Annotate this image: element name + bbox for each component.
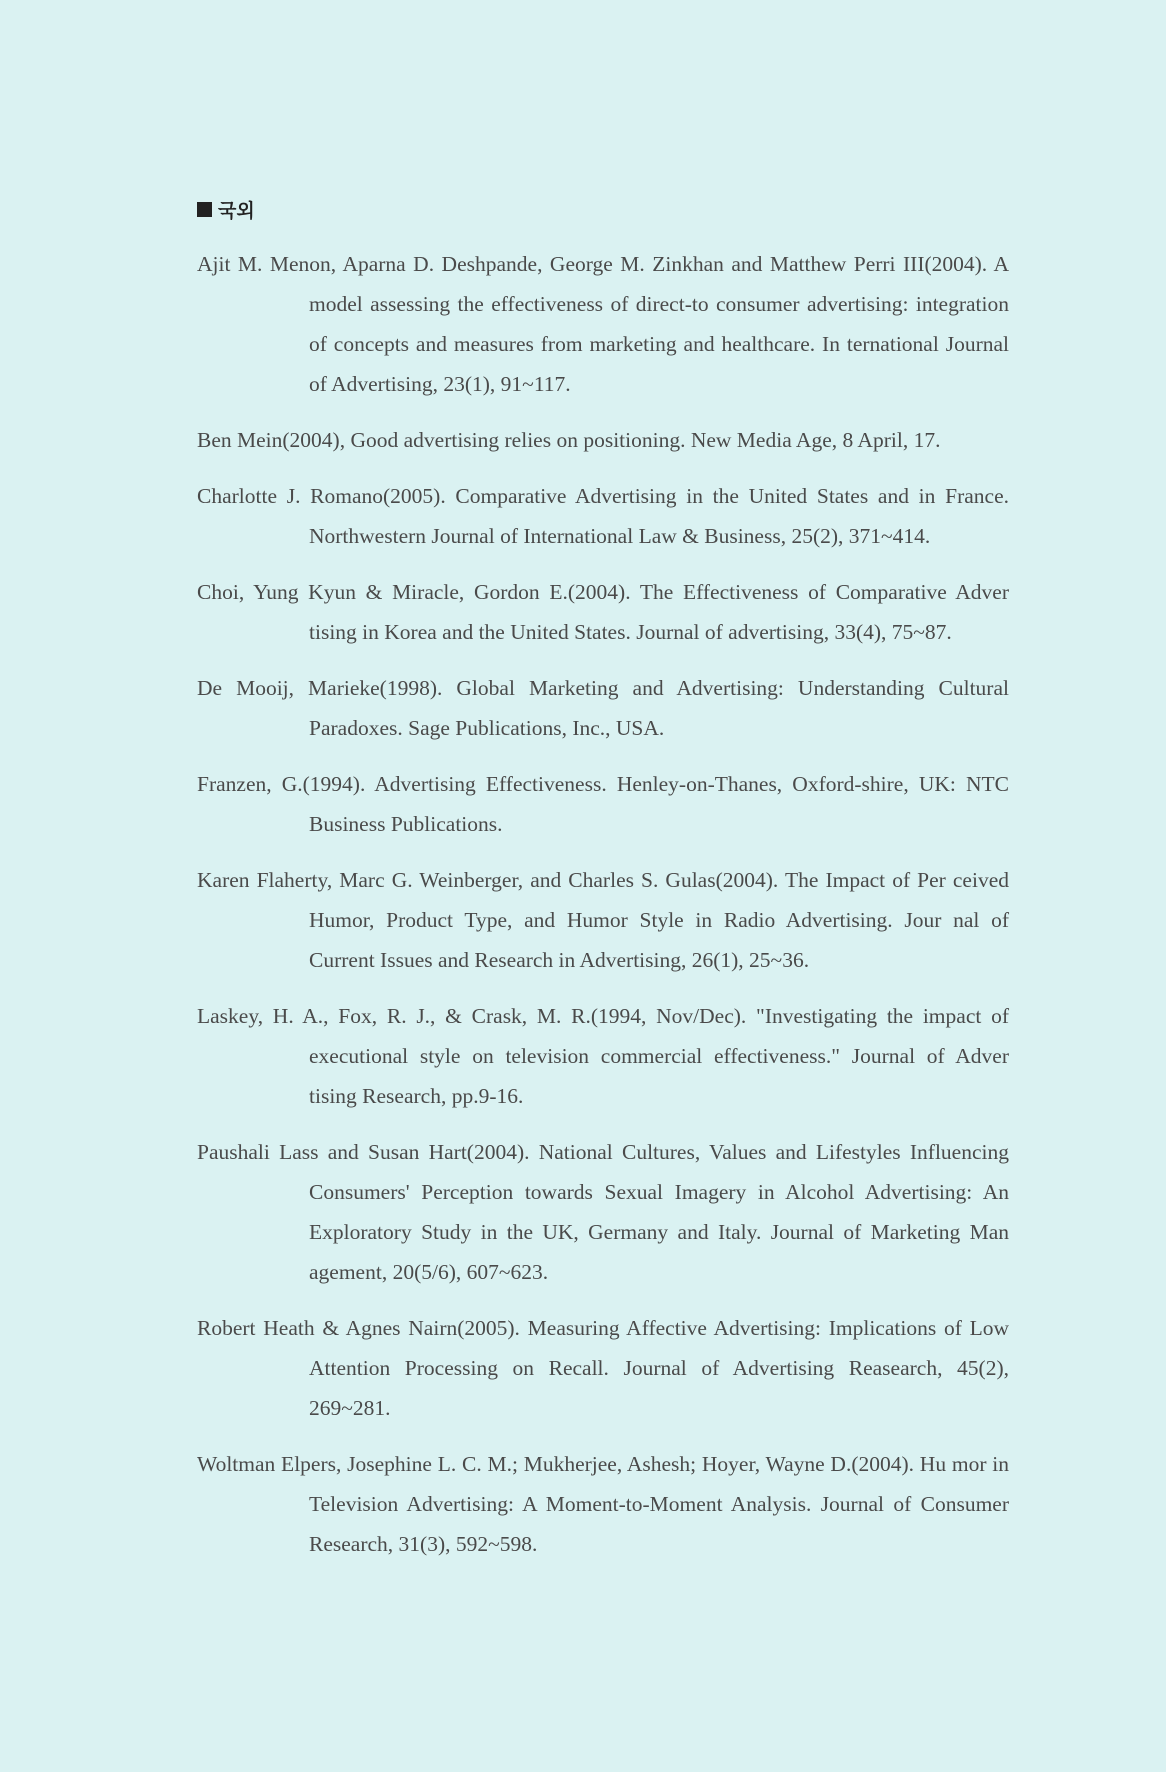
reference-item: Karen Flaherty, Marc G. Weinberger, and Charles S. Gulas(2004). The Impact of Per ceived Humor, Product Type, and Humor Style in Radio Advertising. Jour nal of Current Issues and Research in Advertising, 26(1), 25~36.	[197, 868, 1009, 972]
reference-item: Woltman Elpers, Josephine L. C. M.; Mukherjee, Ashesh; Hoyer, Wayne D.(2004). Hu mor in Television Advertising: A Moment-to-Moment Analysis. Journal of Consumer Research, 31(3), 592~598.	[197, 1452, 1009, 1556]
reference-list	[197, 244, 1009, 1564]
references-page	[197, 196, 1009, 1580]
reference-item: Franzen, G.(1994). Advertising Effectiveness. Henley-on-Thanes, Oxford-shire, UK: NTC Business Publications.	[197, 772, 1009, 836]
black-square-icon	[197, 202, 212, 217]
reference-item: Choi, Yung Kyun & Miracle, Gordon E.(2004). The Effectiveness of Comparative Adver tising in Korea and the United States. Journal of advertising, 33(4), 75~87.	[197, 580, 1009, 644]
reference-item: Laskey, H. A., Fox, R. J., & Crask, M. R.(1994, Nov/Dec). "Investigating the impact of executional style on television commercial effectiveness." Journal of Adver tising Research, pp.9-16.	[197, 1004, 1009, 1108]
section-heading	[197, 196, 1009, 222]
reference-item: Paushali Lass and Susan Hart(2004). National Cultures, Values and Lifestyles Influencing Consumers' Perception towards Sexual Imagery in Alcohol Advertising: An Exploratory Study in the UK, Germany and Italy. Journal of Marketing Man agement, 20(5/6), 607~623.	[197, 1140, 1009, 1284]
reference-item: Charlotte J. Romano(2005). Comparative Advertising in the United States and in France. Northwestern Journal of International Law & Business, 25(2), 371~414.	[197, 484, 1009, 548]
section-title: 국외	[218, 199, 255, 222]
reference-item: Ajit M. Menon, Aparna D. Deshpande, George M. Zinkhan and Matthew Perri III(2004). A model assessing the effectiveness of direct-to consumer advertising: integration of concepts and measures from marketing and healthcare. In ternational Journal of Advertising, 23(1), 91~117.	[197, 252, 1009, 396]
reference-item: De Mooij, Marieke(1998). Global Marketing and Advertising: Understanding Cultural Paradoxes. Sage Publications, Inc., USA.	[197, 676, 1009, 740]
reference-item: Robert Heath & Agnes Nairn(2005). Measuring Affective Advertising: Implications of Low Attention Processing on Recall. Journal of Advertising Reasearch, 45(2), 269~281.	[197, 1316, 1009, 1420]
reference-item: Ben Mein(2004), Good advertising relies on positioning. New Media Age, 8 April, 17.	[197, 428, 941, 452]
